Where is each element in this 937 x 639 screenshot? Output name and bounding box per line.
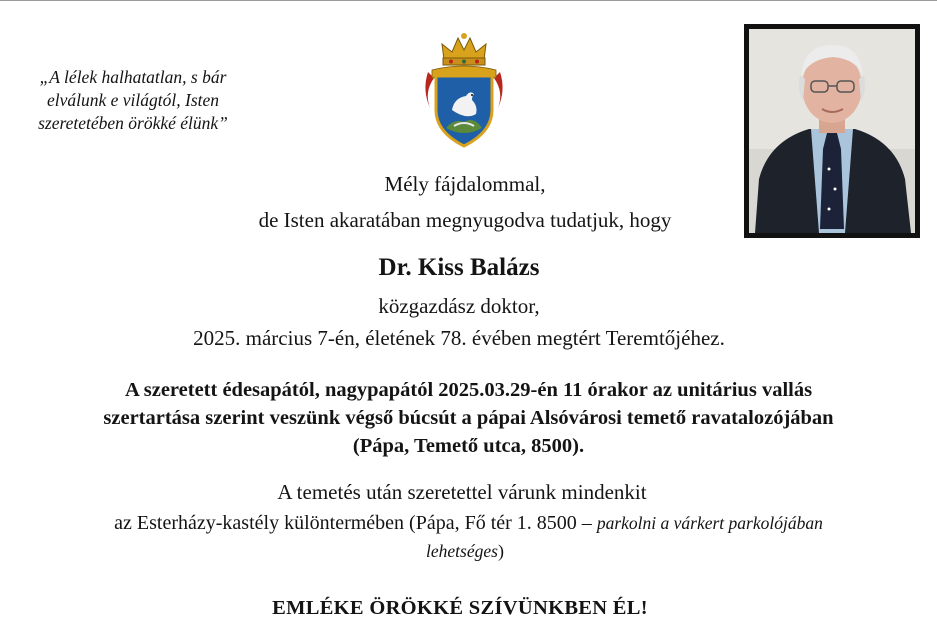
gathering-line-1: A temetés után szeretettel várunk mindenkit xyxy=(277,480,647,504)
memorial-quote xyxy=(8,66,258,135)
parking-note: parkolni a várkert parkolójában xyxy=(596,513,823,533)
closing-statement: EMLÉKE ÖRÖKKÉ SZÍVÜNKBEN ÉL! xyxy=(272,597,648,619)
closing-paren: ) xyxy=(497,541,504,561)
gathering-venue: az Esterházy-kastély különtermében (Pápa, Fő tér 1. 8500 – xyxy=(114,512,597,534)
crown-icon xyxy=(442,33,486,65)
intro-line-1: Mély fájdalommal, xyxy=(384,172,546,196)
parking-note-end: lehetséges xyxy=(426,541,498,561)
intro-line-2: de Isten akaratában megnyugodva tudatjuk, hogy xyxy=(258,208,672,232)
coat-of-arms-icon xyxy=(418,30,510,150)
portrait-photo xyxy=(744,24,920,238)
quote-line-2: elválunk e világtól, Isten xyxy=(46,90,220,110)
deceased-title: közgazdász doktor, xyxy=(378,294,540,318)
top-border-line xyxy=(0,0,937,1)
ceremony-line-3: (Pápa, Temető utca, 8500). xyxy=(352,435,585,457)
funeral-ceremony-info xyxy=(10,376,927,460)
quote-line-3: szeretetében örökké élünk” xyxy=(38,113,228,133)
ceremony-line-1: A szeretett édesapától, nagypapától 2025.03.29-én 11 órakor az unitárius vallás xyxy=(124,379,813,401)
death-notice: 2025. március 7-én, életének 78. évében megtért Teremtőjéhez. xyxy=(193,326,725,350)
ceremony-line-2: szertartása szerint veszünk végső búcsút a pápai Alsóvárosi temető ravatalozójában xyxy=(103,407,834,429)
quote-line-1: „A lélek halhatatlan, s bár xyxy=(39,67,227,87)
gathering-line-2 xyxy=(0,512,937,535)
gathering-line-3 xyxy=(0,541,930,562)
deceased-name: Dr. Kiss Balázs xyxy=(378,254,540,281)
